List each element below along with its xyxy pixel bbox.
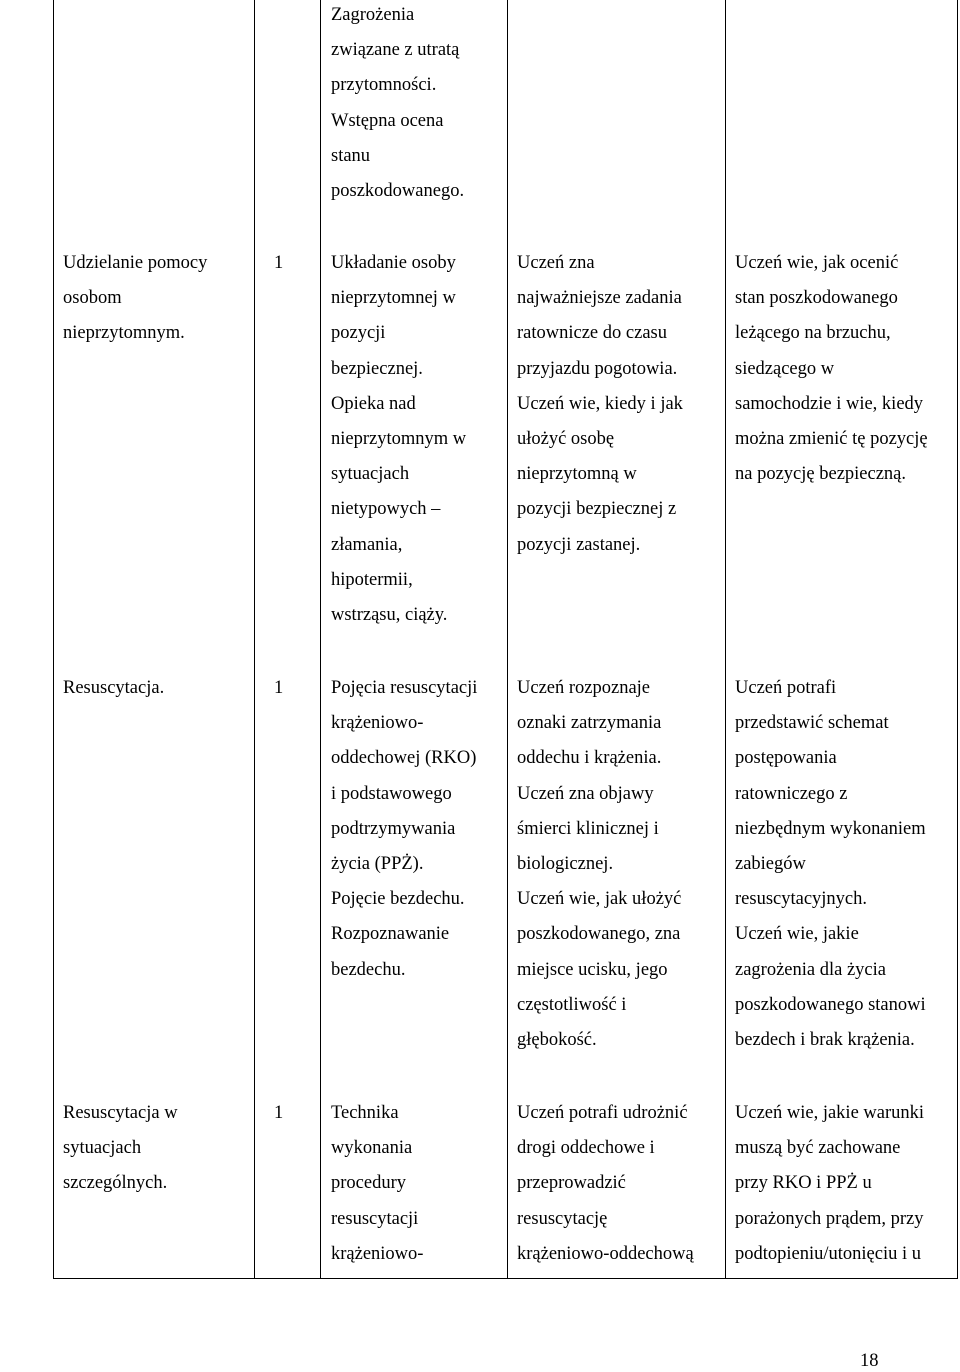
table-divider-content <box>507 0 508 1279</box>
basic-line: śmierci klinicznej i <box>517 818 659 839</box>
content-line: bezpiecznej. <box>331 358 423 379</box>
topic-line: szczególnych. <box>63 1173 168 1194</box>
row-1-basic-cell <box>517 246 683 563</box>
extended-line: na pozycję bezpieczną. <box>735 464 907 485</box>
row-2-topic-cell <box>63 671 164 706</box>
row-1-topic-cell <box>63 246 207 352</box>
topic-line: nieprzytomnym. <box>63 323 185 344</box>
basic-line: oznaki zatrzymania <box>517 713 662 734</box>
content-line: procedury <box>331 1173 406 1194</box>
content-line: nieprzytomnym w <box>331 429 467 450</box>
content-line: hipotermii, <box>331 569 413 590</box>
hours-value: 1 <box>274 1103 284 1123</box>
table-divider-hours <box>320 0 321 1279</box>
extended-line: Uczeń wie, jakie warunki <box>735 1103 925 1123</box>
basic-line: przeprowadzić <box>517 1173 626 1194</box>
basic-line: pozycji zastanej. <box>517 534 641 555</box>
extended-line: muszą być zachowane <box>735 1138 901 1159</box>
content-line: złamania, <box>331 534 403 555</box>
table-divider-basic <box>725 0 726 1279</box>
row-1-extended-cell <box>735 246 928 492</box>
hours-value: 1 <box>274 678 284 698</box>
row-1-hours-cell <box>274 246 283 281</box>
extended-line: siedzącego w <box>735 358 835 379</box>
extended-line: leżącego na brzuchu, <box>735 323 891 344</box>
content-line: nieprzytomnej w <box>331 288 456 309</box>
content-line: Układanie osoby <box>331 253 456 273</box>
basic-line: krążeniowo-oddechową <box>517 1243 694 1264</box>
row-2-basic-cell <box>517 671 681 1058</box>
content-line: i podstawowego <box>331 783 452 804</box>
basic-line: miejsce ucisku, jego <box>517 959 668 980</box>
topic-line: Resuscytacja w <box>63 1103 178 1123</box>
extended-line: niezbędnym wykonaniem <box>735 818 926 839</box>
extended-line: przedstawić schemat <box>735 713 889 734</box>
topic-line: osobom <box>63 288 122 309</box>
basic-line: oddechu i krążenia. <box>517 748 662 769</box>
basic-line: Uczeń zna <box>517 253 595 273</box>
extended-line: ratowniczego z <box>735 783 848 804</box>
basic-line: głębokość. <box>517 1030 597 1051</box>
basic-line: Uczeń wie, jak ułożyć <box>517 889 682 910</box>
basic-line: poszkodowanego, zna <box>517 924 681 945</box>
row-1-content-cell <box>331 246 466 633</box>
basic-line: pozycji bezpiecznej z <box>517 499 677 520</box>
content-line: sytuacjach <box>331 464 410 485</box>
row-2-content-cell <box>331 671 477 988</box>
content-line: Pojęcia resuscytacji <box>331 678 478 698</box>
extended-line: Uczeń wie, jakie <box>735 924 859 945</box>
content-line: Opieka nad <box>331 393 416 414</box>
basic-line: najważniejsze zadania <box>517 288 682 309</box>
row-2-hours-cell <box>274 671 283 706</box>
extended-line: resuscytacyjnych. <box>735 889 868 910</box>
extended-line: zabiegów <box>735 854 806 875</box>
topic-line: sytuacjach <box>63 1138 142 1159</box>
extended-line: bezdech i brak krążenia. <box>735 1030 915 1051</box>
basic-line: Uczeń zna objawy <box>517 783 654 804</box>
basic-line: Uczeń wie, kiedy i jak <box>517 393 683 414</box>
hours-value: 1 <box>274 253 284 273</box>
row-3-basic-cell <box>517 1096 694 1272</box>
content-line: resuscytacji <box>331 1208 419 1229</box>
extended-line: samochodzie i wie, kiedy <box>735 393 924 414</box>
table-divider-topic <box>254 0 255 1279</box>
extended-line: zagrożenia dla życia <box>735 959 886 980</box>
row-3-content-cell <box>331 1096 423 1272</box>
table-border-bottom <box>53 1278 958 1279</box>
extended-line: porażonych prądem, przy <box>735 1208 924 1229</box>
basic-line: nieprzytomną w <box>517 464 637 485</box>
row-2-extended-cell <box>735 671 926 1058</box>
content-line: Rozpoznawanie <box>331 924 450 945</box>
row-3-topic-cell <box>63 1096 178 1202</box>
content-line: nietypowych – <box>331 499 441 520</box>
row-3-hours-cell <box>274 1096 283 1131</box>
extended-line: podtopieniu/utonięciu i u <box>735 1243 922 1264</box>
extended-line: przy RKO i PPŻ u <box>735 1173 872 1194</box>
content-line: stanu <box>331 145 371 166</box>
basic-line: częstotliwość i <box>517 994 627 1015</box>
extended-line: można zmienić tę pozycję <box>735 429 928 450</box>
content-line: życia (PPŻ). <box>331 854 424 875</box>
extended-line: poszkodowanego stanowi <box>735 994 926 1015</box>
content-line: Zagrożenia <box>331 5 415 25</box>
extended-line: Uczeń potrafi <box>735 678 837 698</box>
topic-line: Resuscytacja. <box>63 678 165 698</box>
page-number: 18 <box>860 1351 879 1371</box>
basic-line: biologicznej. <box>517 854 614 875</box>
content-line: przytomności. <box>331 75 437 96</box>
content-line: podtrzymywania <box>331 818 456 839</box>
basic-line: przyjazdu pogotowia. <box>517 358 678 379</box>
basic-line: Uczeń potrafi udrożnić <box>517 1103 688 1123</box>
extended-line: postępowania <box>735 748 837 769</box>
content-line: Wstępna ocena <box>331 110 444 131</box>
basic-line: ułożyć osobę <box>517 429 615 450</box>
content-line: związane z utratą <box>331 40 460 61</box>
content-line: poszkodowanego. <box>331 181 465 202</box>
content-line: wykonania <box>331 1138 413 1159</box>
row-0-content-cell <box>331 0 464 209</box>
content-line: bezdechu. <box>331 959 406 980</box>
basic-line: ratownicze do czasu <box>517 323 667 344</box>
content-line: pozycji <box>331 323 386 344</box>
topic-line: Udzielanie pomocy <box>63 253 208 273</box>
content-line: oddechowej (RKO) <box>331 748 477 769</box>
content-line: Technika <box>331 1103 399 1123</box>
table-border-right <box>957 0 958 1279</box>
basic-line: resuscytację <box>517 1208 608 1229</box>
basic-line: drogi oddechowe i <box>517 1138 655 1159</box>
content-line: krążeniowo- <box>331 1243 424 1264</box>
basic-line: Uczeń rozpoznaje <box>517 678 651 698</box>
content-line: wstrząsu, ciąży. <box>331 605 448 626</box>
content-line: krążeniowo- <box>331 713 424 734</box>
table-border-left <box>53 0 54 1279</box>
row-3-extended-cell <box>735 1096 924 1272</box>
extended-line: stan poszkodowanego <box>735 288 898 309</box>
content-line: Pojęcie bezdechu. <box>331 889 465 910</box>
extended-line: Uczeń wie, jak ocenić <box>735 253 899 273</box>
